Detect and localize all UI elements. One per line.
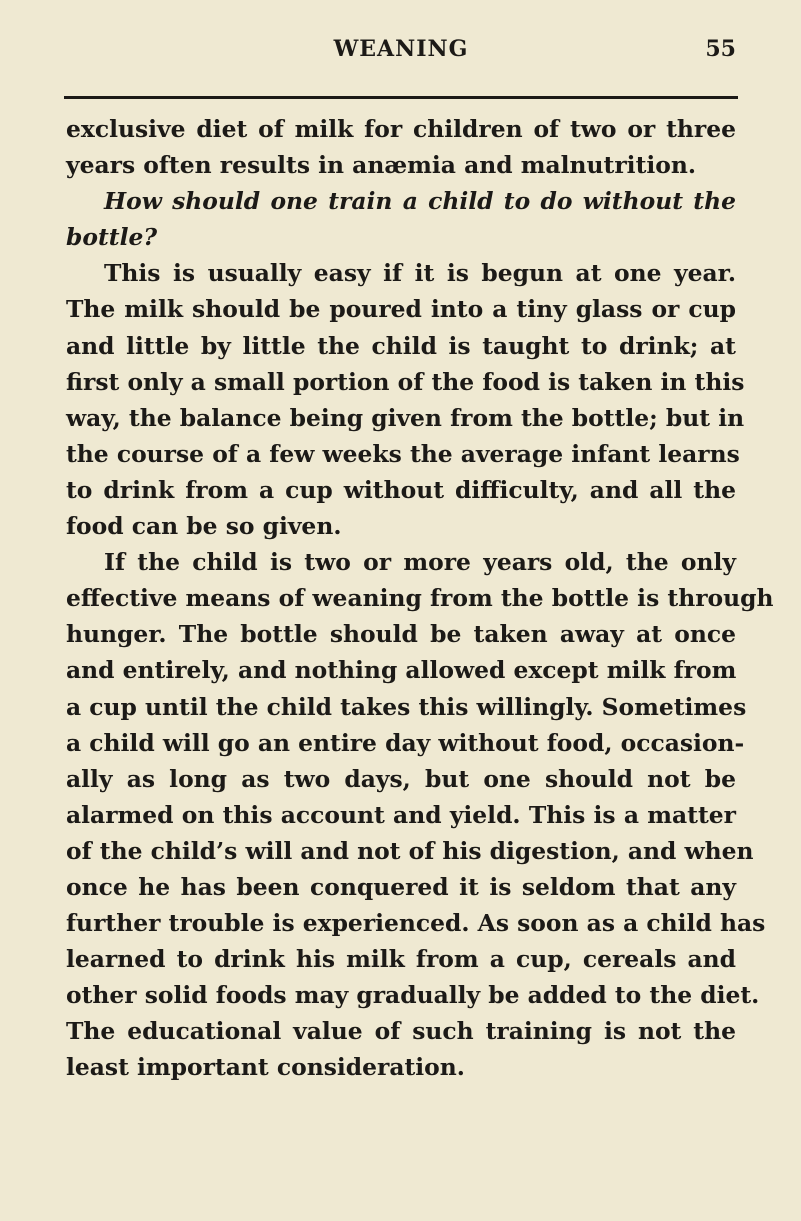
running-head: [66, 36, 736, 76]
text-line: to drink from a cup without difficulty, and all the: [66, 475, 736, 504]
question-heading-line: How should one train a child to do without the: [104, 187, 736, 216]
text-line: way, the balance being given from the bottle; but in: [66, 403, 745, 432]
body-text: [66, 111, 774, 1086]
text-line: alarmed on this account and yield. This is a matter: [66, 800, 736, 829]
text-line: exclusive diet of milk for children of two or three: [66, 115, 736, 143]
text-line: food can be so given.: [66, 512, 342, 541]
text-line: further trouble is experienced. As soon as a child has: [66, 909, 766, 938]
text-line: a child will go an entire day without food, occasion-: [66, 728, 745, 757]
text-line: and little by little the child is taught to drink; at: [66, 331, 736, 360]
running-title: WEANING: [333, 36, 469, 62]
text-line: a cup until the child takes this willingly. Sometimes: [66, 692, 747, 721]
header-rule: [64, 96, 738, 99]
text-line: of the child’s will and not of his digestion, and when: [66, 836, 754, 865]
page-number: 55: [705, 36, 736, 62]
text-line: and entirely, and nothing allowed except milk from: [66, 656, 737, 685]
text-line: If the child is two or more years old, the only: [104, 548, 736, 577]
text-line: This is usually easy if it is begun at one year.: [104, 259, 736, 288]
text-line: years often results in anæmia and malnutrition.: [66, 151, 697, 180]
text-line: effective means of weaning from the bottle is through: [66, 584, 774, 613]
text-line: the course of a few weeks the average infant learns: [66, 439, 740, 468]
text-line: hunger. The bottle should be taken away at once: [66, 620, 736, 649]
text-line: The milk should be poured into a tiny glass or cup: [66, 295, 736, 324]
text-line: once he has been conquered it is seldom that any: [66, 872, 736, 901]
text-line: least important consideration.: [66, 1053, 465, 1082]
text-line: ally as long as two days, but one should not be: [66, 764, 736, 793]
text-line: learned to drink his milk from a cup, cereals and: [66, 945, 736, 974]
text-line: first only a small portion of the food is taken in this: [66, 367, 745, 396]
question-heading-line: bottle?: [66, 223, 158, 252]
text-line: other solid foods may gradually be added to the diet.: [66, 981, 760, 1010]
text-line: The educational value of such training is not the: [66, 1017, 736, 1046]
